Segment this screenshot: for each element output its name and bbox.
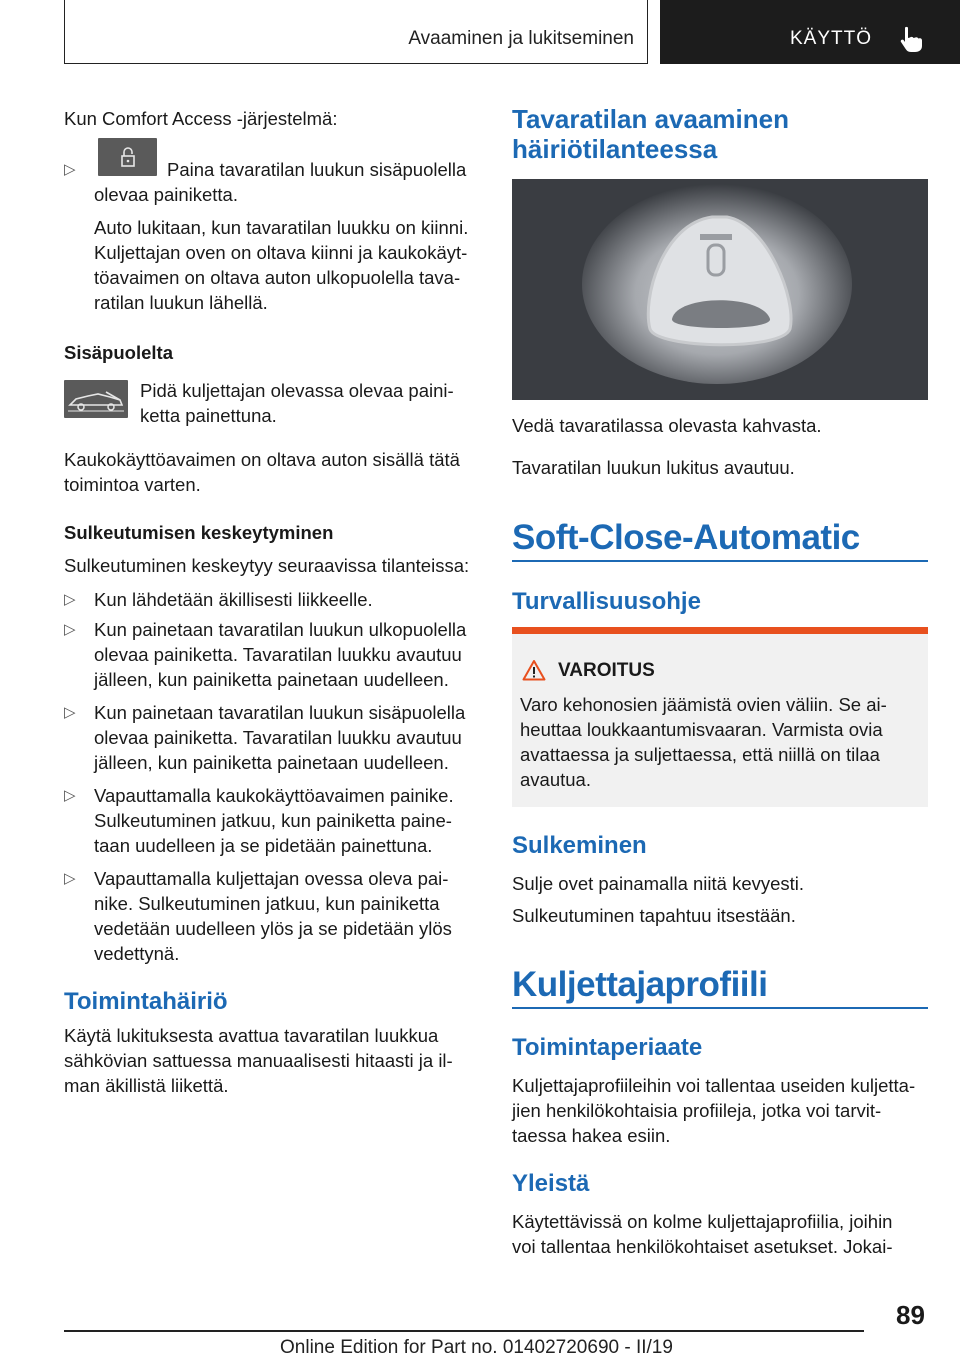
safety-heading: Turvallisuusohje <box>512 588 701 615</box>
pointing-hand-icon <box>896 24 926 54</box>
interrupt-item-4-l2: Sulkeutuminen jatkuu, kun painiketta paine- <box>94 810 452 831</box>
principle-text-3: taessa hakea esiin. <box>512 1125 671 1146</box>
principle-text-1: Kuljettajaprofiileihin voi tallentaa useiden kuljetta- <box>512 1075 916 1096</box>
bullet1-line2: olevaa painiketta. <box>94 184 238 205</box>
interrupt-heading: Sulkeutumisen keskeytyminen <box>64 522 334 543</box>
bullet-icon: ▷ <box>64 591 76 608</box>
remote-note-2: toimintoa varten. <box>64 474 201 495</box>
closing-text-1: Sulje ovet painamalla niitä kevyesti. <box>512 873 805 894</box>
interrupt-item-3-l3: jälleen, kun painiketta painetaan uudelleen. <box>94 752 449 773</box>
unlock-text: Tavaratilan luukun lukitus avautuu. <box>512 457 795 478</box>
interrupt-intro: Sulkeutuminen keskeytyy seuraavissa tilanteissa: <box>64 555 470 576</box>
section-rule <box>512 560 928 562</box>
header-chapter-tab <box>660 0 960 64</box>
interrupt-item-3-l2: olevaa painiketta. Tavaratilan luukku avautuu <box>94 727 462 748</box>
malfunction-text-2: sähkövian sattuessa manuaalisesti hitaasti ja il- <box>64 1050 453 1071</box>
page-number: 89 <box>896 1300 925 1330</box>
principle-text-2: jien henkilökohtaisia profiileja, jotka voi tarvit- <box>512 1100 882 1121</box>
bullet1-note-1: Auto lukitaan, kun tavaratilan luukku on kiinni. <box>94 217 469 238</box>
header-section-title: Avaaminen ja lukitseminen <box>408 28 634 49</box>
emergency-heading-2: häiriötilanteessa <box>512 134 718 164</box>
lock-button-icon <box>98 138 157 176</box>
interrupt-item-4-l1: Vapauttamalla kaukokäyttöavaimen painike. <box>94 785 454 806</box>
emergency-handle-photo <box>512 179 928 400</box>
interrupt-item-2-l3: jälleen, kun painiketta painetaan uudelleen. <box>94 669 449 690</box>
footer-edition: Online Edition for Part no. 01402720690 - II/19 <box>280 1337 673 1358</box>
interrupt-item-1: Kun lähdetään äkillisesti liikkeelle. <box>94 589 373 610</box>
general-heading: Yleistä <box>512 1170 590 1197</box>
car-trunk-button-icon <box>64 380 128 418</box>
closing-text-2: Sulkeutuminen tapahtuu itsestään. <box>512 905 796 926</box>
interrupt-item-5-l1: Vapauttamalla kuljettajan ovessa oleva pai- <box>94 868 449 889</box>
bullet-icon: ▷ <box>64 870 76 887</box>
malfunction-text-1: Käytä lukituksesta avattua tavaratilan luukkua <box>64 1025 439 1046</box>
interrupt-item-4-l3: taan uudelleen ja se pidetään painettuna. <box>94 835 433 856</box>
interrupt-item-3-l1: Kun painetaan tavaratilan luukun sisäpuolella <box>94 702 466 723</box>
bullet1-note-4: ratilan luukun lähellä. <box>94 292 268 313</box>
bullet-icon: ▷ <box>64 161 76 178</box>
warning-triangle-icon <box>522 659 546 681</box>
malfunction-heading: Toimintahäiriö <box>64 988 228 1015</box>
bullet-icon: ▷ <box>64 621 76 638</box>
interrupt-item-2-l1: Kun painetaan tavaratilan luukun ulkopuolella <box>94 619 467 640</box>
warning-title: VAROITUS <box>558 660 655 681</box>
general-text-2: voi tallentaa henkilökohtaiset asetukset. Jokai- <box>512 1236 893 1257</box>
chapter-label: KÄYTTÖ <box>790 28 873 49</box>
malfunction-text-3: man äkillistä liikettä. <box>64 1075 229 1096</box>
remote-note-1: Kaukokäyttöavaimen on oltava auton sisällä tätä <box>64 449 460 470</box>
warning-line-3: avattaessa ja suljettaessa, että niillä on tilaa <box>520 744 880 765</box>
warning-text <box>520 692 920 792</box>
section-rule <box>512 1007 928 1009</box>
interrupt-item-5-l2: nike. Sulkeutuminen jatkuu, kun painiketta <box>94 893 440 914</box>
closing-heading: Sulkeminen <box>512 832 647 859</box>
inside-text-2: ketta painettuna. <box>140 405 277 426</box>
warning-line-4: avautua. <box>520 769 591 790</box>
interrupt-item-5-l4: vedettynä. <box>94 943 180 964</box>
driver-profile-heading: Kuljettajaprofiili <box>512 965 768 1004</box>
bullet-icon: ▷ <box>64 704 76 721</box>
inside-text-1: Pidä kuljettajan olevassa olevaa paini- <box>140 380 454 401</box>
interrupt-item-2-l2: olevaa painiketta. Tavaratilan luukku avautuu <box>94 644 462 665</box>
footer-rule <box>64 1330 864 1332</box>
comfort-access-intro: Kun Comfort Access -järjestelmä: <box>64 108 338 129</box>
warning-line-2: heuttaa loukkaantumisvaaran. Varmista ovia <box>520 719 883 740</box>
principle-heading: Toimintaperiaate <box>512 1034 703 1061</box>
bullet1-note-3: töavaimen on oltava auton ulkopuolella tava- <box>94 267 461 288</box>
emergency-heading-1: Tavaratilan avaaminen <box>512 104 789 134</box>
pull-handle-text: Vedä tavaratilassa olevasta kahvasta. <box>512 415 822 436</box>
bullet1-note-2: Kuljettajan oven on oltava kiinni ja kaukokäyt- <box>94 242 468 263</box>
bullet-icon: ▷ <box>64 787 76 804</box>
softclose-heading: Soft-Close-Automatic <box>512 518 860 557</box>
inside-heading: Sisäpuolelta <box>64 342 173 363</box>
bullet1-line1: Paina tavaratilan luukun sisäpuolella <box>167 159 467 180</box>
warning-box <box>512 627 928 807</box>
warning-line-1: Varo kehonosien jäämistä ovien väliin. Se ai- <box>520 694 887 715</box>
general-text-1: Käytettävissä on kolme kuljettajaprofiilia, joihin <box>512 1211 893 1232</box>
interrupt-item-5-l3: vedetään uudelleen ylös ja se pidetään ylös <box>94 918 452 939</box>
